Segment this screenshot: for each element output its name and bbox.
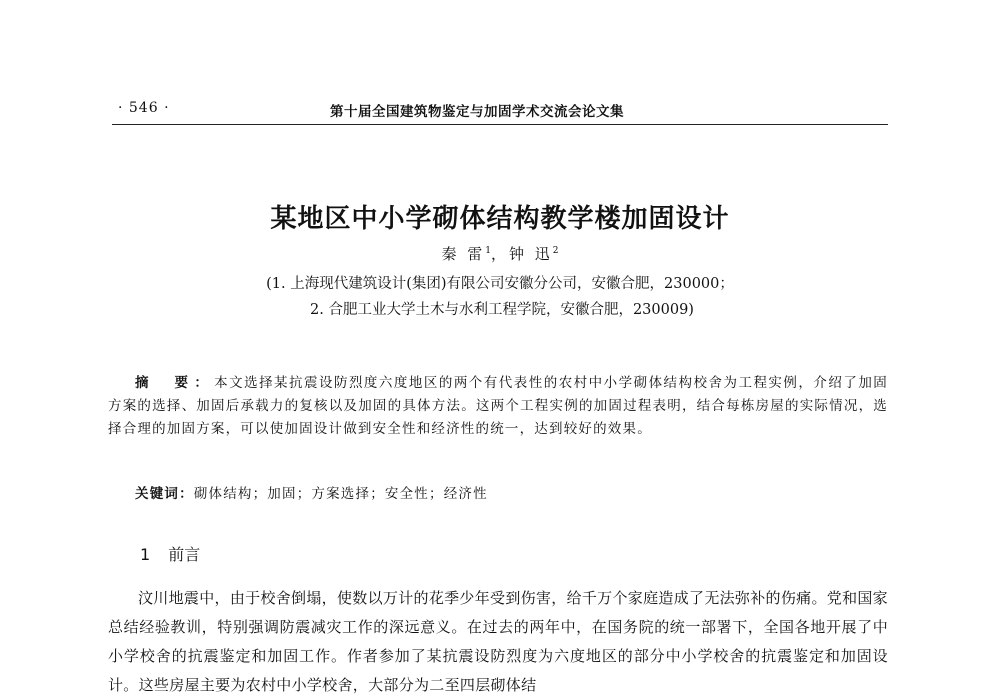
affiliation-1: (1. 上海现代建筑设计(集团)有限公司安徽分公司，安徽合肥，230000； <box>266 276 734 292</box>
section-title: 前言 <box>168 545 201 564</box>
page-number: · 546 · <box>118 100 170 116</box>
keywords-label: 关键词： <box>135 486 194 502</box>
keywords-text: 砌体结构；加固；方案选择；安全性；经济性 <box>193 486 488 502</box>
body-paragraph: 汶川地震中，由于校舍倒塌，使数以万计的花季少年受到伤害，给千万个家庭造成了无法弥补的伤痛。党和国家总结经验教训，特别强调防震减灾工作的深远意义。在过去的两年中，在国务院的统一部署下，全国各地开展了中小学校舍的抗震鉴定和加固工作。作者参加了某抗震设防烈度为六度地区的部分中小学校舍的抗震鉴定和加固设计。这些房屋主要为农村中小学校舍，大部分为二至四层砌体结 <box>108 589 888 694</box>
header-rule <box>112 124 888 125</box>
affiliation-2: 2. 合肥工业大学土木与水利工程学院，安徽合肥，230009) <box>310 302 694 318</box>
section-heading <box>140 542 200 565</box>
paper-title: 某地区中小学砌体结构教学楼加固设计 <box>270 204 730 234</box>
author-separator: ， <box>490 245 509 263</box>
author-1-affil-mark: 1 <box>485 246 491 256</box>
section-number: 1 <box>140 545 151 564</box>
abstract-text: 本文选择某抗震设防烈度六度地区的两个有代表性的农村中小学砌体结构校舍为工程实例，介绍了加固方案的选择、加固后承载力的复核以及加固的具体方法。这两个工程实例的加固过程表明，结合每栋房屋的实际情况，选择合理的加固方案，可以使加固设计做到安全性和经济性的统一，达到较好的效果。 <box>108 375 888 437</box>
author-1: 秦 雷 <box>441 245 486 263</box>
author-2-affil-mark: 2 <box>552 246 559 256</box>
abstract <box>108 372 888 441</box>
author-2: 钟 迅 <box>509 245 553 263</box>
running-head: 第十届全国建筑物鉴定与加固学术交流会论文集 <box>330 104 624 120</box>
keywords <box>135 482 488 502</box>
authors <box>0 243 1000 264</box>
abstract-label: 摘 要： <box>135 375 215 391</box>
